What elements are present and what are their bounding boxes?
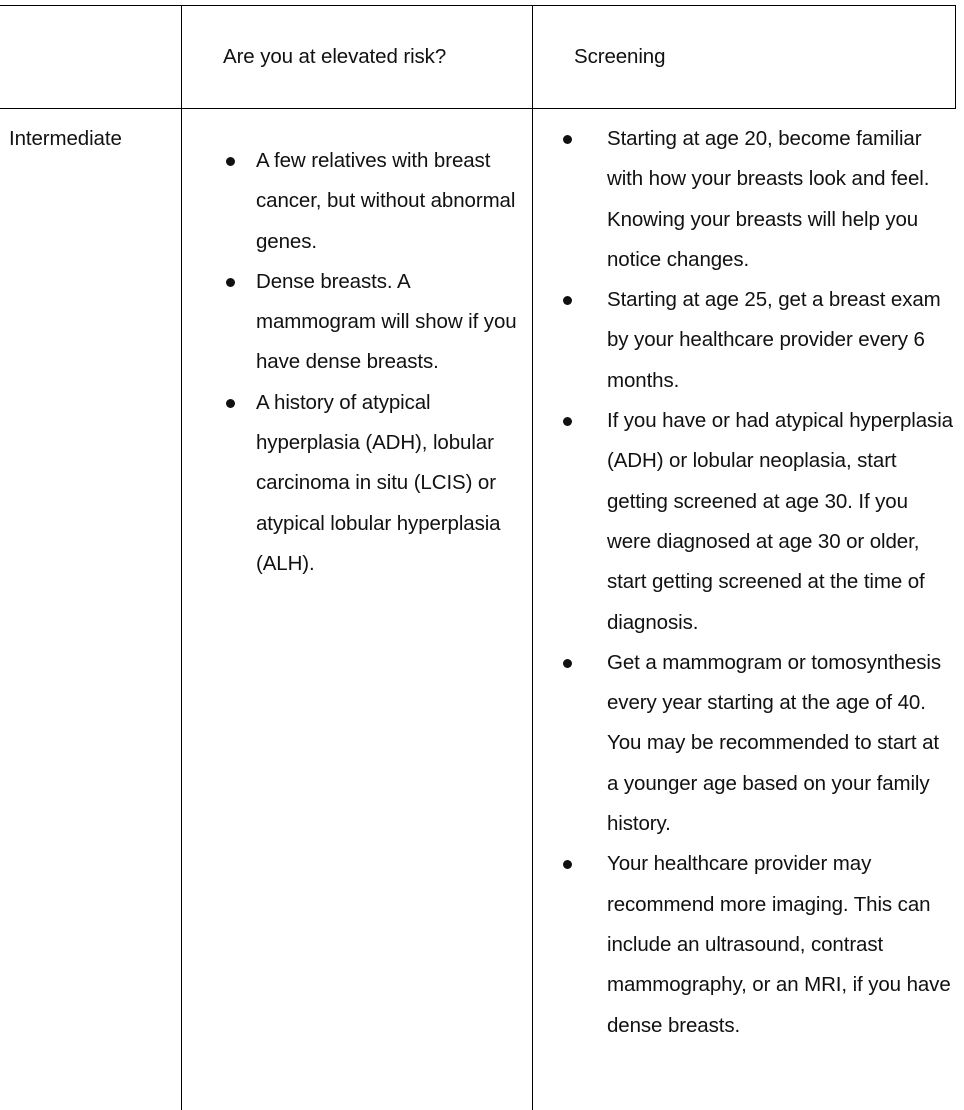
column-divider-2 [532, 5, 533, 1110]
table-top-border [0, 5, 956, 6]
list-item [256, 383, 524, 584]
list-item [256, 262, 524, 383]
bullet-icon [563, 135, 572, 144]
list-item [607, 844, 953, 1045]
bullet-icon [563, 296, 572, 305]
header-screening: Screening [574, 45, 666, 68]
screening-list [607, 119, 953, 1046]
bullet-icon [563, 417, 572, 426]
list-item [256, 141, 524, 262]
column-divider-1 [181, 5, 182, 1110]
list-item [607, 401, 953, 643]
bullet-icon [563, 659, 572, 668]
bullet-icon [226, 399, 235, 408]
header-row-border [0, 108, 956, 109]
list-item [607, 280, 953, 401]
header-right-border [955, 5, 956, 109]
risk-item-text: A history of atypical hyperplasia (ADH), lobular carcinoma in situ (LCIS) or atypical lobular hyperplasia (ALH). [256, 390, 501, 575]
risk-item-text: A few relatives with breast cancer, but without abnormal genes. [256, 149, 516, 253]
bullet-icon [226, 278, 235, 287]
bullet-icon [563, 860, 572, 869]
row-label-intermediate: Intermediate [9, 127, 122, 150]
screening-item-text: Your healthcare provider may recommend more imaging. This can include an ultrasound, contrast mammography, or an MRI, if you have dense breasts. [607, 852, 951, 1037]
screening-item-text: Starting at age 25, get a breast exam by your healthcare provider every 6 months. [607, 288, 941, 392]
screening-item-text: Get a mammogram or tomosynthesis every year starting at the age of 40. You may be recommended to start at a younger age based on your family history. [607, 650, 942, 836]
risk-item-text: Dense breasts. A mammogram will show if you have dense breasts. [256, 269, 517, 374]
bullet-icon [226, 157, 235, 166]
header-risk: Are you at elevated risk? [223, 45, 447, 68]
screening-item-text: If you have or had atypical hyperplasia (ADH) or lobular neoplasia, start getting screened at age 30. If you were diagnosed at age 30 or older, start getting screened at the time of diagnosis. [607, 409, 953, 634]
risk-factors-list [256, 141, 524, 584]
list-item [607, 643, 953, 844]
screening-item-text: Starting at age 20, become familiar with how your breasts look and feel. Knowing your breasts will help you notice changes. [607, 127, 930, 271]
list-item [607, 119, 953, 280]
